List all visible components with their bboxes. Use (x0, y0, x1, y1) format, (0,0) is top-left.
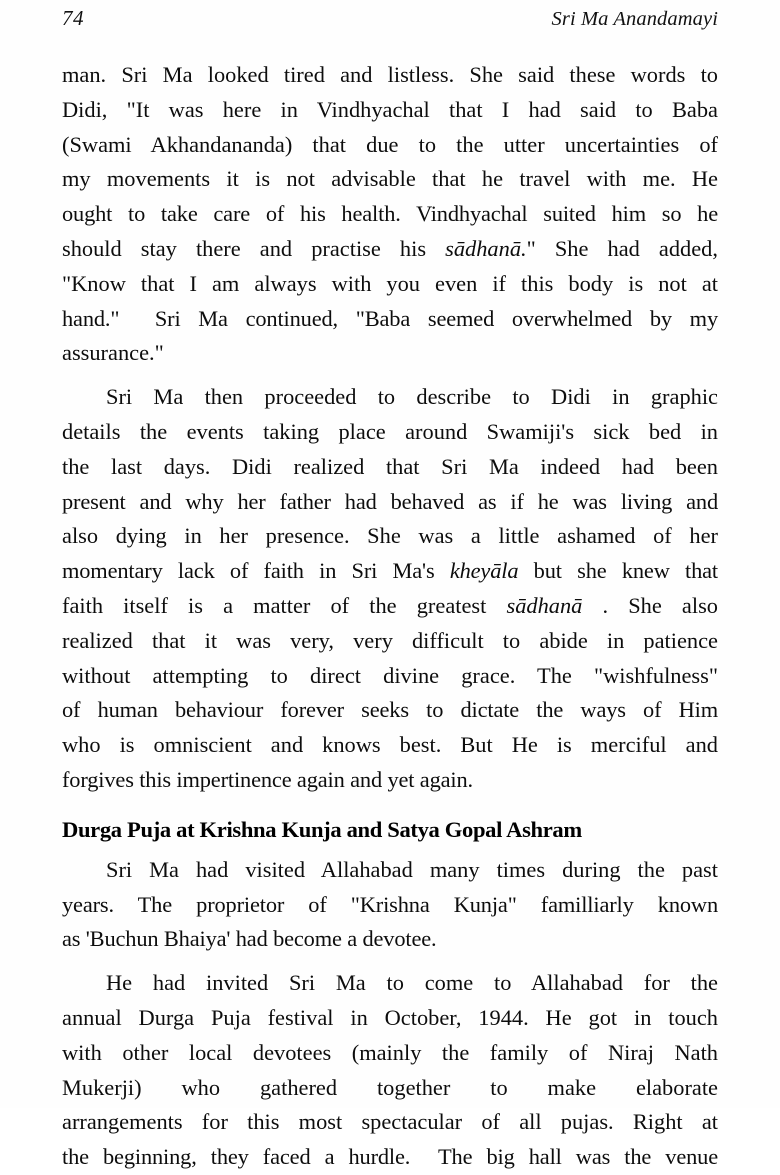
text-line: realized that it was very, very difficult to abide in patience (62, 627, 718, 653)
text-line: ought to take care of his health. Vindhyachal suited him so he (62, 201, 718, 227)
running-header (62, 6, 718, 36)
text-line (62, 966, 718, 1001)
text-line: Didi, "It was here in Vindhyachal that I had said to Baba (62, 96, 718, 122)
text-line: who is omniscient and knows best. But He is merciful and (62, 732, 718, 758)
line-text: should stay there and practise his (62, 235, 446, 261)
text-line: "Know that I am always with you even if this body is not at (62, 270, 718, 296)
paragraph-4 (62, 966, 718, 1175)
text-line: arrangements for this most spectacular of all pujas. Right at (62, 1109, 718, 1135)
text-line (62, 554, 718, 589)
text-line (62, 380, 718, 415)
text-line: hand." Sri Ma continued, "Baba seemed overwhelmed by my (62, 305, 718, 331)
text-line: as 'Buchun Bhaiya' had become a devotee. (62, 926, 437, 952)
text-line: details the events taking place around Swamiji's sick bed in (62, 418, 718, 444)
text-line: (Swami Akhandananda) that due to the utter uncertainties of (62, 131, 718, 157)
text-line: also dying in her presence. She was a little ashamed of her (62, 523, 718, 549)
italic-term-sadhana: sādhanā. (445, 235, 527, 261)
text-line: forgives this impertinence again and yet again. (62, 766, 473, 792)
line-text: momentary lack of faith in Sri Ma's (62, 558, 450, 584)
line-text: Sri Ma had visited Allahabad many times during the past (106, 856, 718, 882)
line-text-tail: . She also (582, 592, 718, 618)
paragraph-1 (62, 58, 718, 371)
section-heading: Durga Puja at Krishna Kunja and Satya Gopal Ashram (62, 816, 582, 842)
line-text-tail: but she knew that (518, 558, 718, 584)
line-text-tail: " She had added, (526, 235, 718, 261)
text-block (62, 58, 718, 1175)
text-line: present and why her father had behaved as if he was living and (62, 488, 718, 514)
italic-term-kheyala: kheyāla (449, 558, 519, 584)
text-line: without attempting to direct divine grace. The "wishfulness" (62, 662, 718, 688)
text-line: man. Sri Ma looked tired and listless. She said these words to (62, 62, 718, 87)
text-line: annual Durga Puja festival in October, 1944. He got in touch (62, 1004, 718, 1030)
text-line: Mukerji) who gathered together to make elaborate (62, 1074, 718, 1100)
text-line (62, 232, 718, 267)
text-line: the beginning, they faced a hurdle. The big hall was the venue (62, 1144, 718, 1170)
text-line (62, 589, 718, 624)
text-line: the last days. Didi realized that Sri Ma indeed had been (62, 453, 718, 479)
paragraph-2 (62, 380, 718, 798)
text-line: with other local devotees (mainly the family of Niraj Nath (62, 1039, 718, 1065)
text-line (62, 853, 718, 888)
text-line: years. The proprietor of "Krishna Kunja" familliarly known (62, 891, 718, 917)
text-line: of human behaviour forever seeks to dictate the ways of Him (62, 697, 718, 723)
line-text: faith itself is a matter of the greatest (62, 592, 507, 618)
text-line: my movements it is not advisable that he travel with me. He (62, 166, 718, 192)
line-text: Sri Ma then proceeded to describe to Didi in graphic (106, 384, 718, 410)
page-number: 74 (62, 6, 84, 30)
text-line: assurance." (62, 340, 164, 366)
running-title: Sri Ma Anandamayi (551, 8, 718, 30)
line-text: He had invited Sri Ma to come to Allahabad for the (106, 970, 718, 996)
italic-term-sadhana: sādhanā (506, 592, 583, 618)
paragraph-3 (62, 853, 718, 957)
